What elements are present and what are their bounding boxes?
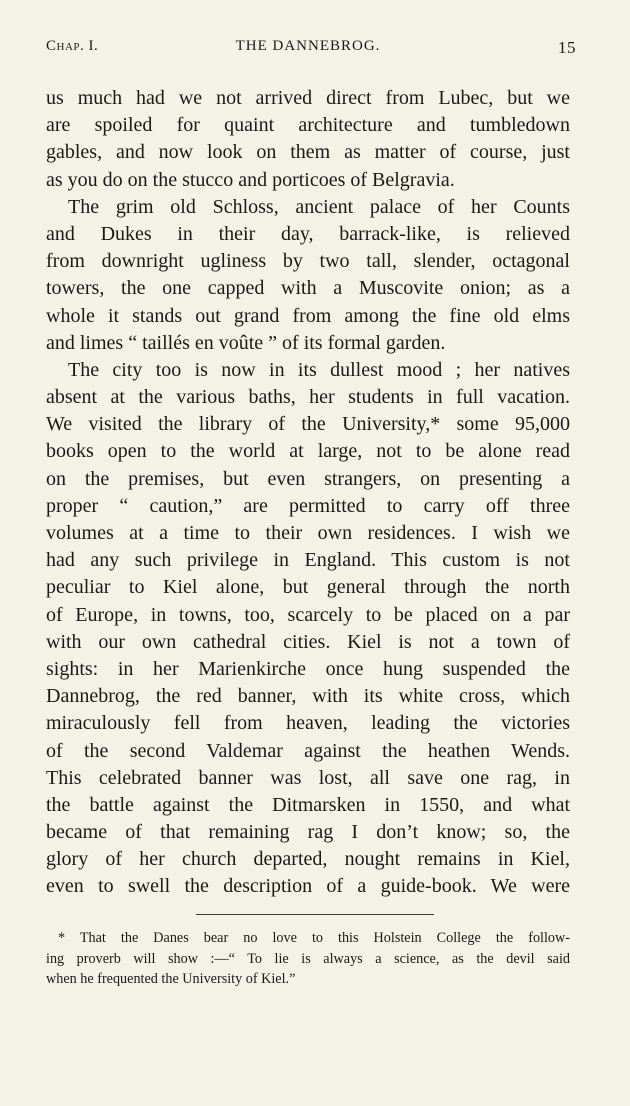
page-number: 15 — [558, 38, 576, 57]
text-line: from downright ugliness by two tall, slender, octagonal — [46, 250, 570, 273]
text-line: This celebrated banner was lost, all save one rag, in — [46, 766, 570, 789]
footnote-line: when he frequented the University of Kiel.” — [46, 971, 296, 987]
text-line: on the premises, but even strangers, on presenting a — [46, 467, 570, 490]
text-line: of the second Valdemar against the heathen Wends. — [46, 739, 570, 762]
text-line: as you do on the stucco and porticoes of Belgravia. — [46, 168, 455, 191]
text-line: us much had we not arrived direct from Lubec, but we — [46, 87, 570, 109]
text-line: even to swell the description of a guide-book. We were — [46, 875, 570, 898]
text-line: and Dukes in their day, barrack-like, is relieved — [46, 222, 570, 245]
footnote — [46, 928, 570, 990]
text-line: volumes at a time to their own residences. I wish we — [46, 522, 570, 544]
text-line: whole it stands out grand from among the fine old elms — [46, 304, 570, 327]
text-line: The city too is now in its dullest mood ; her natives — [68, 358, 570, 381]
text-line: and limes “ taillés en voûte ” of its formal garden. — [46, 331, 446, 354]
text-line: We visited the library of the University,* some 95,000 — [46, 413, 570, 436]
text-line: glory of her church departed, nought remains in Kiel, — [46, 848, 570, 871]
text-line: Dannebrog, the red banner, with its white cross, which — [46, 685, 570, 708]
text-line: absent at the various baths, her students in full vacation. — [46, 386, 570, 409]
text-line: of Europe, in towns, too, scarcely to be placed on a par — [46, 603, 570, 626]
text-line: sights: in her Marienkirche once hung suspended the — [46, 657, 570, 680]
body-text — [46, 85, 570, 901]
text-line: miraculously fell from heaven, leading the victories — [46, 712, 570, 735]
text-line: are spoiled for quaint architecture and tumbledown — [46, 114, 570, 137]
text-line: became of that remaining rag I don’t know; so, the — [46, 821, 570, 844]
text-line: peculiar to Kiel alone, but general through the north — [46, 576, 570, 599]
text-line: proper “ caution,” are permitted to carry off three — [46, 494, 570, 517]
footnote-line: * That the Danes bear no love to this Holstein College the follow- — [58, 930, 570, 946]
text-line: The grim old Schloss, ancient palace of her Counts — [68, 195, 570, 218]
footnote-divider — [196, 914, 434, 915]
chapter-label: Chap. I. — [46, 38, 99, 54]
text-line: books open to the world at large, not to be alone read — [46, 440, 570, 463]
text-line: had any such privilege in England. This custom is not — [46, 549, 570, 572]
footnote-line: ing proverb will show :—“ To lie is always a science, as the devil said — [46, 950, 570, 967]
text-line: towers, the one capped with a Muscovite onion; as a — [46, 277, 570, 300]
running-header — [46, 38, 576, 60]
text-line: with our own cathedral cities. Kiel is not a town of — [46, 630, 570, 653]
text-line: gables, and now look on them as matter of course, just — [46, 141, 570, 164]
text-line: the battle against the Ditmarsken in 1550, and what — [46, 793, 570, 816]
running-title: THE DANNEBROG. — [235, 38, 381, 54]
